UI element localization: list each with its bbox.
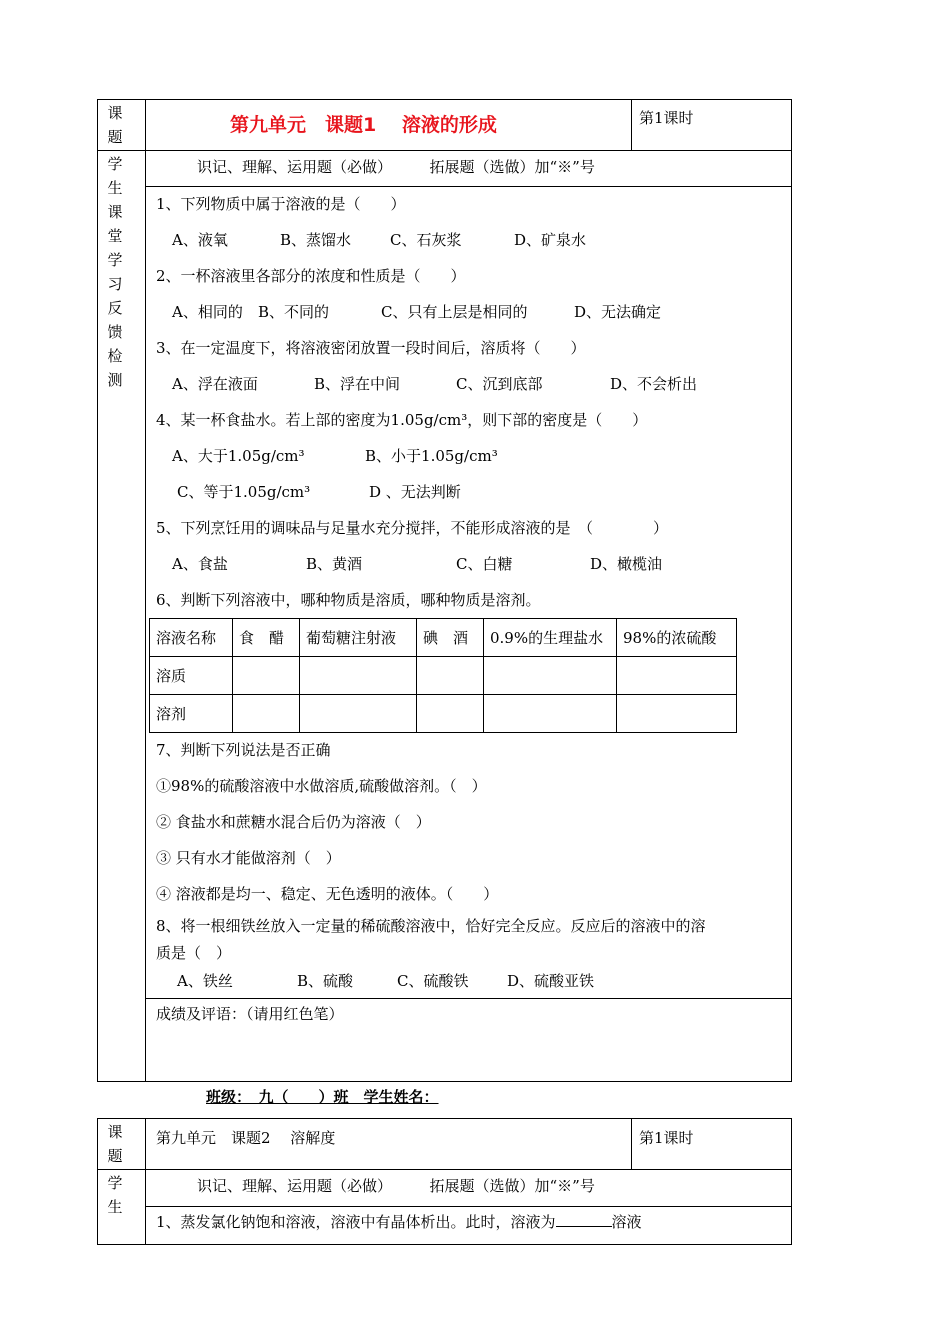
answer-cell[interactable] (417, 657, 484, 695)
answer-cell[interactable] (233, 657, 300, 695)
q8-option-a: A、铁丝 (177, 972, 233, 990)
q2-option-d: D、无法确定 (574, 303, 662, 321)
table-header-cell: 0.9%的生理盐水 (484, 619, 617, 657)
q7-statement-1: ①98%的硫酸溶液中水做溶质,硫酸做溶剂。（ ） (156, 777, 487, 795)
label-char: 题 (107, 128, 123, 146)
question-5: 5、下列烹饪用的调味品与足量水充分搅拌，不能形成溶液的是 （ ） (156, 519, 669, 537)
answer-cell[interactable] (484, 695, 617, 733)
q1-option-c: C、石灰浆 (390, 231, 462, 249)
q8-option-d: D、硫酸亚铁 (507, 972, 595, 990)
q8-option-b: B、硫酸 (297, 972, 354, 990)
label-char: 题 (107, 1147, 123, 1165)
label-char: 课 (107, 203, 123, 221)
card2-label-divider (145, 1118, 146, 1245)
card2-subheader: 识记、理解、运用题（必做） 拓展题（选做）加“※”号 (197, 1177, 595, 1195)
q5-option-c: C、白糖 (456, 555, 513, 573)
card1-row-divider-1 (97, 150, 792, 151)
label-char: 学 (107, 155, 123, 173)
q3-option-c: C、沉到底部 (456, 375, 543, 393)
lesson-number: 第1课时 (639, 109, 694, 127)
question-2: 2、一杯溶液里各部分的浓度和性质是（ ） (156, 267, 466, 285)
answer-cell[interactable] (484, 657, 617, 695)
q8-option-c: C、硫酸铁 (397, 972, 469, 990)
label-char: 反 (107, 299, 123, 317)
q2-option-c: C、只有上层是相同的 (381, 303, 528, 321)
q6-table (149, 618, 737, 733)
card2-row-divider-2 (145, 1206, 792, 1207)
class-student-line: 班级： 九（ ）班 学生姓名： (206, 1088, 439, 1106)
card2-lesson-divider (631, 1118, 632, 1169)
label-char: 生 (107, 1198, 123, 1216)
table-header-cell: 98%的浓硫酸 (617, 619, 737, 657)
card2-side-label (105, 1171, 125, 1219)
q3-option-b: B、浮在中间 (314, 375, 401, 393)
label-char: 检 (107, 347, 123, 365)
table-row (150, 695, 737, 733)
section-subheader: 识记、理解、运用题（必做） 拓展题（选做）加“※”号 (197, 158, 595, 176)
answer-cell[interactable] (233, 695, 300, 733)
question-8-line-2: 质是（ ） (156, 944, 232, 962)
q4-option-d: D 、无法判断 (369, 483, 461, 501)
table-header-cell: 葡萄糖注射液 (300, 619, 417, 657)
card2-row-divider-1 (97, 1169, 792, 1170)
question-6: 6、判断下列溶液中，哪种物质是溶质，哪种物质是溶剂。 (156, 591, 541, 609)
q7-statement-4: ④ 溶液都是均一、稳定、无色透明的液体。（ ） (156, 885, 499, 903)
card2-topic-label (105, 1120, 125, 1168)
label-char: 堂 (107, 227, 123, 245)
label-char: 测 (107, 371, 123, 389)
table-header-cell: 食 醋 (233, 619, 300, 657)
q2-option-b: B、不同的 (258, 303, 330, 321)
label-char: 馈 (107, 323, 123, 341)
table-row-label: 溶质 (150, 657, 233, 695)
card2-title: 第九单元 课题2 溶解度 (156, 1129, 336, 1147)
question-text-end: 溶液 (611, 1213, 642, 1231)
q1-option-a: A、液氧 (172, 231, 228, 249)
q1-option-b: B、蒸馏水 (280, 231, 352, 249)
label-char: 学 (107, 251, 123, 269)
label-char: 课 (107, 1123, 123, 1141)
question-7: 7、判断下列说法是否正确 (156, 741, 331, 759)
q4-option-c: C、等于1.05g/cm³ (177, 483, 311, 501)
q7-statement-2: ② 食盐水和蔗糖水混合后仍为溶液（ ） (156, 813, 431, 831)
q4-option-b: B、小于1.05g/cm³ (365, 447, 498, 465)
grade-comment-label: 成绩及评语：（请用红色笔） (156, 1005, 344, 1023)
q5-option-d: D、橄榄油 (590, 555, 663, 573)
label-char: 课 (107, 104, 123, 122)
question-text: 1、蒸发氯化钠饱和溶液，溶液中有晶体析出。此时，溶液为 (156, 1213, 556, 1231)
q5-option-a: A、食盐 (172, 555, 228, 573)
q2-option-a: A、相同的 (172, 303, 243, 321)
answer-cell[interactable] (617, 657, 737, 695)
table-row (150, 657, 737, 695)
q4-option-a: A、大于1.05g/cm³ (172, 447, 305, 465)
answer-blank[interactable] (556, 1212, 612, 1227)
card1-row-divider-2 (145, 186, 792, 187)
question-4: 4、某一杯食盐水。若上部的密度为1.05g/cm³，则下部的密度是（ ） (156, 411, 648, 429)
card2-question-1 (156, 1212, 642, 1232)
label-char: 生 (107, 179, 123, 197)
question-3: 3、在一定温度下，将溶液密闭放置一段时间后，溶质将（ ） (156, 339, 586, 357)
card1-label-divider (145, 99, 146, 1082)
table-header-cell: 溶液名称 (150, 619, 233, 657)
q1-option-d: D、矿泉水 (514, 231, 587, 249)
answer-cell[interactable] (617, 695, 737, 733)
card2-lesson-number: 第1课时 (639, 1129, 694, 1147)
page-title: 第九单元 课题1 溶液的形成 (230, 114, 497, 136)
q3-option-a: A、浮在液面 (172, 375, 258, 393)
card1-row-divider-3 (145, 998, 792, 999)
card1-lesson-divider (631, 99, 632, 150)
card1-topic-label (105, 101, 125, 149)
answer-cell[interactable] (300, 657, 417, 695)
question-1: 1、下列物质中属于溶液的是（ ） (156, 195, 406, 213)
q3-option-d: D、不会析出 (610, 375, 698, 393)
answer-cell[interactable] (417, 695, 484, 733)
answer-cell[interactable] (300, 695, 417, 733)
card1-side-label (105, 152, 125, 392)
label-char: 习 (107, 275, 123, 293)
table-header-cell: 碘 酒 (417, 619, 484, 657)
q5-option-b: B、黄酒 (306, 555, 363, 573)
question-8-line-1: 8、将一根细铁丝放入一定量的稀硫酸溶液中，恰好完全反应。反应后的溶液中的溶 (156, 917, 706, 935)
label-char: 学 (107, 1174, 123, 1192)
table-row (150, 619, 737, 657)
q7-statement-3: ③ 只有水才能做溶剂（ ） (156, 849, 341, 867)
table-row-label: 溶剂 (150, 695, 233, 733)
